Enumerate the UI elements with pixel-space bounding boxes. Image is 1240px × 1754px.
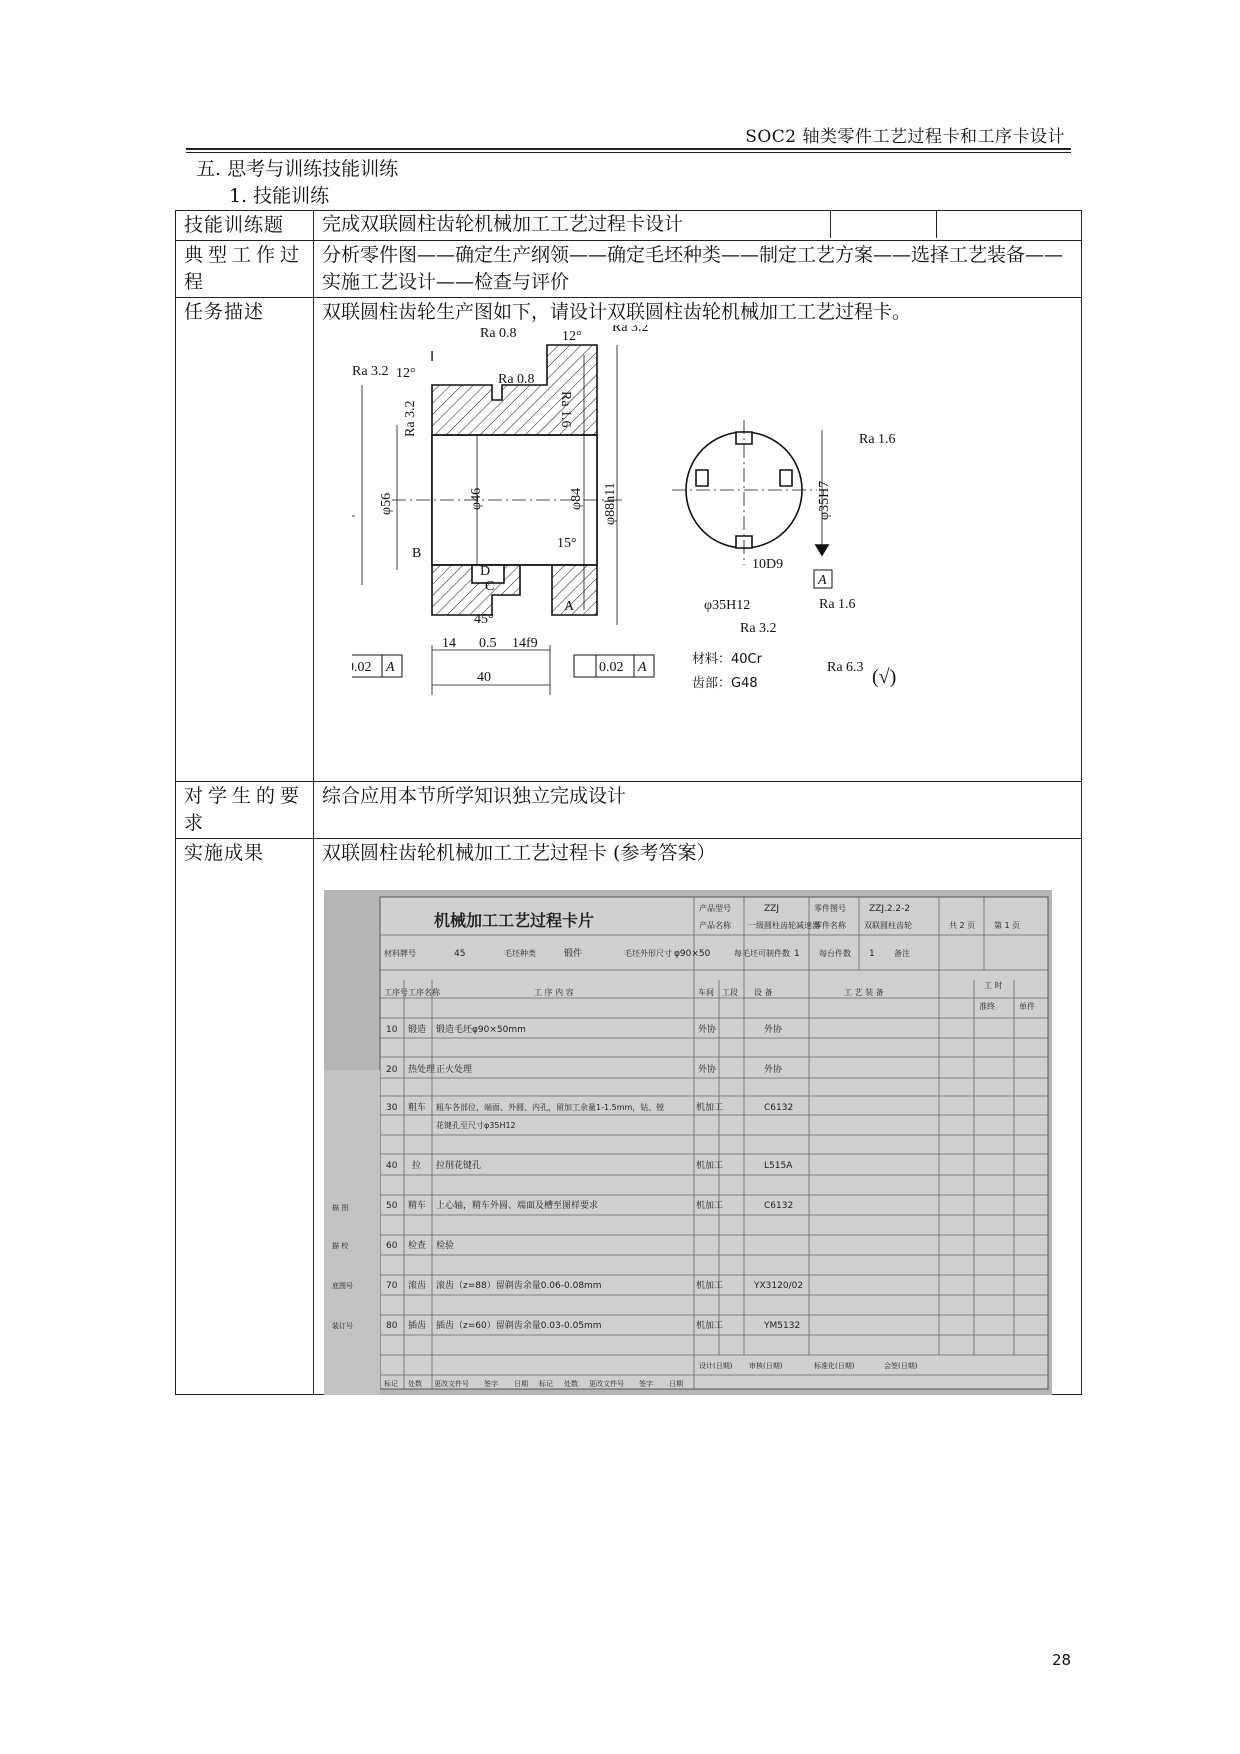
side-label: 底图号 — [332, 1282, 353, 1290]
svg-text:外协: 外协 — [764, 1065, 783, 1075]
blank-cell — [831, 211, 937, 238]
row-content: 双联圆柱齿轮生产图如下，请设计双联圆柱齿轮机械加工工艺过程卡。 — [314, 298, 1082, 782]
card-value: 锻件 — [564, 949, 583, 959]
angle-label: 12° — [396, 366, 416, 381]
side-label: 描 校 — [332, 1242, 349, 1250]
mark-label: Ⅰ — [430, 350, 435, 365]
svg-text:20: 20 — [386, 1065, 398, 1075]
dim-label: φ88h11 — [603, 482, 618, 525]
sign-label: 会签(日期) — [884, 1362, 918, 1370]
roughness-label: Ra 3.2 — [403, 400, 418, 437]
tol-datum: A — [638, 660, 647, 675]
footer-label: 处数 — [564, 1380, 578, 1388]
roughness-label: Ra 1.6 — [558, 391, 573, 428]
mark-label: A — [564, 599, 575, 614]
mark-label: B — [412, 546, 422, 561]
col-header: 工 艺 装 备 — [844, 988, 884, 997]
roughness-label: Ra 3.2 — [612, 325, 649, 335]
row-content: 分析零件图——确定生产纲领——确定毛坯种类——制定工艺方案——选择工艺装备——实施工艺设计——检查与评价 — [314, 241, 1082, 298]
row-label: 实施成果 — [176, 839, 314, 1395]
svg-text:机加工: 机加工 — [696, 1161, 724, 1171]
dim-label: φ46 — [469, 487, 484, 510]
svg-text:检查: 检查 — [408, 1241, 427, 1251]
col-header: 工 时 — [984, 981, 1003, 990]
angle-label: 45° — [474, 612, 494, 627]
svg-text:YX3120/02: YX3120/02 — [754, 1281, 804, 1291]
footer-label: 签字 — [639, 1380, 653, 1388]
dim-label: 40 — [477, 670, 491, 685]
card-value: ZZJ — [764, 904, 779, 914]
footer-label: 标记 — [539, 1380, 553, 1388]
card-label: 毛坯种类 — [504, 949, 536, 958]
dim-label: φ84 — [569, 487, 584, 510]
card-label: 每台件数 — [819, 949, 851, 958]
svg-text:拉削花键孔: 拉削花键孔 — [436, 1161, 482, 1171]
col-header: 单件 — [1019, 1002, 1035, 1011]
card-value: 45 — [454, 949, 466, 959]
page-number: 28 — [1052, 1651, 1072, 1669]
roughness-label: Ra 3.2 — [740, 621, 777, 636]
svg-text:70: 70 — [386, 1281, 398, 1291]
svg-text:30: 30 — [386, 1103, 398, 1113]
dim-label: φ56 — [379, 492, 394, 515]
row-content: 双联圆柱齿轮机械加工工艺过程卡 (参考答案） — [314, 839, 1082, 1395]
col-header: 车间 — [698, 988, 714, 997]
svg-text:滚齿: 滚齿 — [408, 1281, 427, 1291]
card-value: ZZJ.2.2-2 — [869, 904, 911, 914]
page-header — [186, 118, 1071, 150]
section-heading: 五. 思考与训练技能训练 — [196, 158, 399, 180]
dim-label: 14 — [442, 636, 456, 651]
svg-text:外协: 外协 — [698, 1065, 717, 1075]
process-card — [324, 890, 1052, 1395]
card-value: 双联圆柱齿轮 — [864, 921, 912, 930]
svg-text:热处理: 热处理 — [408, 1065, 436, 1075]
row-label: 技能训练题 — [176, 211, 314, 241]
col-header: 设 备 — [754, 988, 773, 997]
angle-label: 12° — [562, 329, 582, 344]
roughness-label: Ra 6.3 — [827, 660, 864, 675]
footer-label: 标记 — [384, 1380, 398, 1388]
datum-label: A — [818, 573, 827, 588]
card-label: 每毛坯可制件数 — [734, 949, 790, 958]
col-header: 工 序 内 容 — [534, 988, 574, 997]
footer-label: 签字 — [484, 1380, 498, 1388]
svg-text:检验: 检验 — [436, 1241, 455, 1251]
row-label: 典型工作过程 — [176, 241, 314, 298]
roughness-label: Ra 0.8 — [498, 372, 535, 387]
card-value: 共 2 页 — [949, 921, 976, 930]
footer-label: 更改文件号 — [434, 1380, 469, 1388]
roughness-label: Ra 1.6 — [819, 597, 856, 612]
table-row — [176, 241, 1082, 298]
row-label: 任务描述 — [176, 298, 314, 782]
svg-text:YM5132: YM5132 — [764, 1321, 801, 1331]
card-label: 产品型号 — [699, 904, 731, 913]
card-label: 材料牌号 — [384, 949, 416, 958]
card-label: 毛坯外形尺寸 — [624, 949, 672, 958]
col-header: 准终 — [979, 1002, 995, 1011]
sign-label: 标准化(日期) — [814, 1362, 855, 1370]
footer-label: 处数 — [408, 1380, 422, 1388]
teeth-label: 齿部：G48 — [692, 676, 758, 691]
svg-text:外协: 外协 — [764, 1025, 783, 1035]
roughness-label: Ra 3.2 — [352, 364, 389, 379]
card-value: 一级圆柱齿轮减速器 — [748, 921, 820, 930]
footer-label: 日期 — [514, 1380, 528, 1388]
svg-text:C6132: C6132 — [764, 1201, 794, 1211]
roughness-label: Ra 0.8 — [480, 326, 517, 341]
svg-text:机加工: 机加工 — [696, 1281, 724, 1291]
mark-label: D — [480, 564, 491, 579]
svg-text:10: 10 — [386, 1025, 398, 1035]
dim-label: φ60h11 — [352, 477, 356, 520]
svg-text:机加工: 机加工 — [696, 1201, 724, 1211]
row-content: 综合应用本节所学知识独立完成设计 — [314, 782, 1082, 839]
dim-label: φ35H7 — [817, 480, 832, 520]
svg-text:插齿: 插齿 — [408, 1321, 427, 1331]
footer-label: 更改文件号 — [589, 1380, 624, 1388]
op-row — [386, 1239, 454, 1251]
svg-text:50: 50 — [386, 1201, 398, 1211]
svg-text:插齿（z=60）留剃齿余量0.03-0.05mm: 插齿（z=60）留剃齿余量0.03-0.05mm — [436, 1321, 602, 1331]
dim-label: 10D9 — [752, 557, 784, 572]
card-label: 产品名称 — [699, 921, 731, 930]
svg-text:锻造: 锻造 — [408, 1025, 427, 1035]
sign-label: 审核(日期) — [749, 1362, 783, 1370]
roughness-label: Ra 1.6 — [859, 432, 896, 447]
card-value: 1 — [869, 949, 875, 959]
card-label: 零件名称 — [814, 921, 846, 930]
svg-text:40: 40 — [386, 1161, 398, 1171]
header-title: SOC2 轴类零件工艺过程卡和工序卡设计 — [745, 127, 1065, 147]
roughness-label — [424, 325, 461, 329]
card-label: 零件图号 — [814, 904, 846, 913]
svg-text:花键孔至尺寸φ35H12: 花键孔至尺寸φ35H12 — [436, 1121, 516, 1130]
sign-label: 设计(日期) — [699, 1362, 733, 1370]
card-value: 第 1 页 — [994, 921, 1021, 930]
svg-text:80: 80 — [386, 1321, 398, 1331]
svg-text:滚齿（z=88）留剃齿余量0.06-0.08mm: 滚齿（z=88）留剃齿余量0.06-0.08mm — [436, 1281, 602, 1291]
dim-label: 14f9 — [512, 636, 538, 651]
svg-text:60: 60 — [386, 1241, 398, 1251]
col-header: 工序名称 — [408, 988, 440, 997]
svg-text:锻造毛坯φ90×50mm: 锻造毛坯φ90×50mm — [436, 1025, 526, 1035]
side-label: 描 图 — [332, 1204, 349, 1212]
svg-text:L515A: L515A — [764, 1161, 793, 1171]
tol-datum: A — [386, 660, 395, 675]
table-row — [176, 782, 1082, 839]
material-label: 材料：40Cr — [692, 652, 762, 667]
row-content-text: 完成双联圆柱齿轮机械加工工艺过程卡设计 — [314, 211, 831, 238]
row-label: 对学生的要求 — [176, 782, 314, 839]
tol-value: .02 — [354, 660, 372, 675]
dim-label: 0.5 — [479, 636, 497, 651]
svg-text:机加工: 机加工 — [696, 1103, 724, 1113]
gear-drawing — [352, 325, 1052, 780]
svg-text:C6132: C6132 — [764, 1103, 794, 1113]
side-label: 装订号 — [332, 1322, 353, 1330]
svg-text:上心轴，精车外圆、端面及槽至图样要求: 上心轴，精车外圆、端面及槽至图样要求 — [436, 1201, 599, 1211]
card-title: 机械加工工艺过程卡片 — [434, 911, 595, 930]
card-value: φ90×50 — [674, 949, 711, 959]
section-subheading: 1. 技能训练 — [229, 185, 330, 207]
col-header: 工序号 — [384, 988, 408, 997]
svg-text:外协: 外协 — [698, 1025, 717, 1035]
tol-value: 0.02 — [599, 660, 624, 675]
svg-text:机加工: 机加工 — [696, 1321, 724, 1331]
check-mark: (√) — [872, 666, 897, 688]
table-row — [176, 211, 1082, 241]
card-value: 1 — [794, 949, 800, 959]
svg-text:精车: 精车 — [408, 1201, 427, 1211]
dim-label: φ35H12 — [704, 598, 751, 613]
angle-label: 15° — [557, 536, 577, 551]
svg-text:拉: 拉 — [412, 1161, 422, 1171]
blank-cell — [937, 211, 1081, 238]
card-label: 备注 — [894, 949, 910, 958]
svg-text:粗车各部位，端面、外圆、内孔，留加工余量1-1.5mm，钻、: 粗车各部位，端面、外圆、内孔，留加工余量1-1.5mm，钻、镗 — [436, 1103, 665, 1112]
svg-text:正火处理: 正火处理 — [436, 1065, 473, 1075]
mark-label: C — [485, 579, 495, 594]
footer-label: 日期 — [669, 1380, 683, 1388]
svg-text:粗车: 粗车 — [408, 1103, 427, 1113]
col-header: 工段 — [722, 988, 738, 997]
row-content — [314, 211, 1082, 241]
